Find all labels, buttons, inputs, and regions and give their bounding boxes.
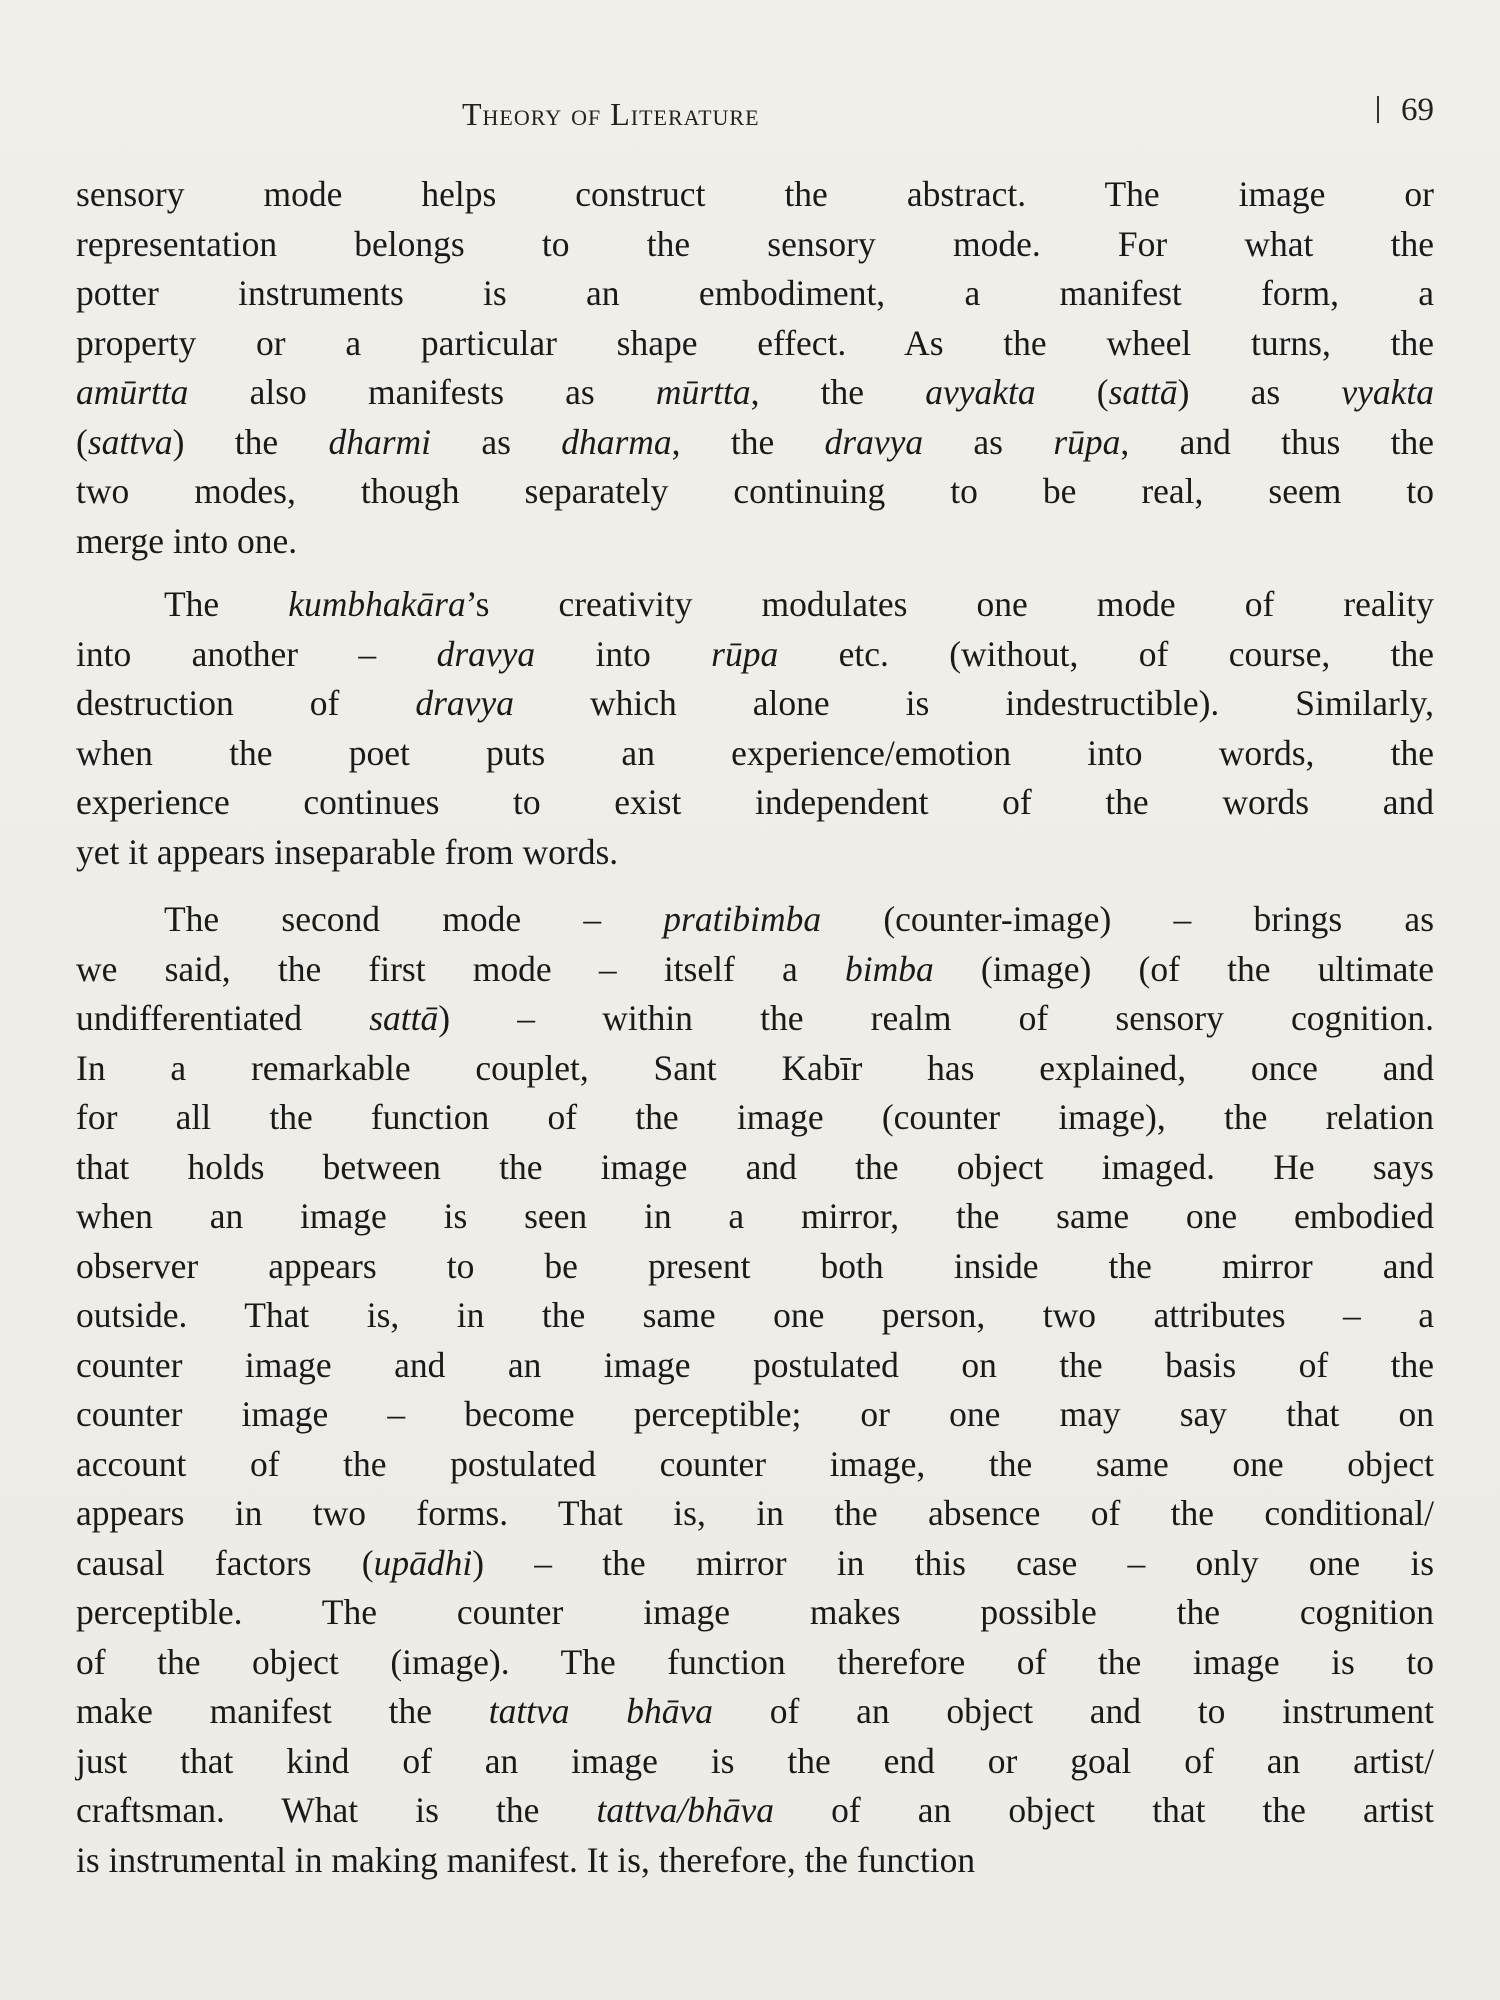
paragraph-3 — [76, 895, 1434, 1885]
text-run: outside. That is, in the same one person, two attributes – a — [76, 1295, 1434, 1335]
italic-term: rūpa — [711, 633, 779, 674]
text-run: just that kind of an image is the end or goal of an artist/ — [76, 1740, 1434, 1781]
text-run: ) – the mirror in this case – only one is — [472, 1542, 1435, 1583]
text-run: is instrumental in making manifest. It is, therefore, the function — [76, 1839, 976, 1880]
text-run: ( — [1035, 372, 1109, 412]
running-title: Theory of Literature — [462, 96, 760, 132]
text-run: craftsman. What is the — [76, 1790, 597, 1830]
text-line — [76, 418, 1434, 468]
text-run: The second mode – — [164, 899, 664, 939]
text-run: we said, the first mode – itself a — [76, 948, 845, 989]
text-run: In a remarkable couplet, Sant Kabīr has explained, once and — [76, 1047, 1434, 1088]
text-run: etc. (without, of course, the — [778, 633, 1434, 674]
text-line — [76, 1341, 1434, 1391]
text-run: ( — [76, 421, 88, 462]
text-run: (counter-image) – brings as — [821, 899, 1435, 939]
text-run: ) the — [172, 421, 329, 462]
text-run: of the object (image). The function therefore of the image is to — [76, 1641, 1434, 1682]
italic-term: sattā — [369, 998, 439, 1038]
text-run: undifferentiated — [76, 998, 370, 1038]
italic-term: tattva/bhāva — [596, 1790, 774, 1830]
text-run: , and thus the — [1120, 421, 1434, 462]
text-run: of an object that the artist — [773, 1790, 1434, 1830]
text-run: into another – — [76, 633, 437, 674]
italic-term: rūpa — [1053, 421, 1121, 462]
text-line — [76, 1588, 1434, 1638]
italic-term: sattva — [87, 421, 173, 462]
text-run: representation belongs to the sensory mode. For what the — [76, 223, 1434, 264]
text-line — [76, 517, 1434, 567]
text-run: ) – within the realm of sensory cognition. — [438, 998, 1434, 1038]
text-run: causal factors ( — [76, 1542, 374, 1583]
text-line — [76, 679, 1434, 729]
text-run: make manifest the — [76, 1691, 489, 1731]
text-run: into — [535, 633, 712, 674]
page-header — [0, 92, 1500, 142]
paragraph-2 — [76, 580, 1434, 877]
text-run: appears in two forms. That is, in the absence of the conditional/ — [76, 1493, 1434, 1533]
text-line — [76, 467, 1434, 517]
text-run: when the poet puts an experience/emotion into words, the — [76, 732, 1434, 773]
text-run: also manifests as — [188, 372, 656, 412]
text-run: The — [164, 584, 289, 624]
text-line — [76, 1291, 1434, 1341]
text-run: two modes, though separately continuing to be real, seem to — [76, 471, 1434, 511]
text-line — [76, 994, 1434, 1044]
italic-term: avyakta — [925, 372, 1036, 412]
text-line — [76, 1440, 1434, 1490]
italic-term: tattva bhāva — [488, 1691, 714, 1731]
text-run: destruction of — [76, 683, 416, 723]
italic-term: mūrtta — [655, 372, 751, 412]
text-run: when an image is seen in a mirror, the same one embodied — [76, 1196, 1434, 1236]
text-run: , the — [750, 372, 926, 412]
text-run: account of the postulated counter image, the same one object — [76, 1443, 1434, 1484]
text-run: merge into one. — [76, 520, 298, 561]
text-line — [76, 1489, 1434, 1539]
italic-term: vyakta — [1341, 372, 1434, 412]
text-line — [76, 778, 1434, 828]
italic-term: pratibimba — [663, 899, 822, 939]
paragraph-1 — [76, 170, 1434, 566]
text-line — [76, 1737, 1434, 1787]
header-divider — [1377, 96, 1379, 123]
text-run: as — [923, 421, 1054, 462]
italic-term: bimba — [844, 948, 934, 989]
text-run: (image) (of the ultimate — [933, 948, 1434, 989]
text-line — [76, 945, 1434, 995]
text-run: ’s creativity modulates one mode of reality — [465, 584, 1434, 624]
text-run: yet it appears inseparable from words. — [76, 831, 619, 872]
text-line — [76, 729, 1434, 779]
text-run: of an object and to instrument — [713, 1691, 1434, 1731]
text-line — [76, 895, 1434, 945]
italic-term: upādhi — [373, 1542, 473, 1583]
text-line — [76, 1539, 1434, 1589]
text-line — [76, 828, 1434, 878]
text-line — [76, 1192, 1434, 1242]
text-run: experience continues to exist independent of the words and — [76, 782, 1434, 822]
text-line — [76, 1836, 1434, 1886]
text-run: as — [431, 421, 562, 462]
italic-term: kumbhakāra — [288, 584, 466, 624]
text-run: which alone is indestructible). Similarly, — [513, 683, 1435, 723]
text-line — [76, 630, 1434, 680]
text-run: perceptible. The counter image makes possible the cognition — [76, 1592, 1434, 1632]
text-line — [76, 170, 1434, 220]
text-run: that holds between the image and the object imaged. He says — [76, 1146, 1434, 1187]
text-run: observer appears to be present both inside the mirror and — [76, 1245, 1434, 1286]
text-line — [76, 1093, 1434, 1143]
italic-term: amūrtta — [76, 372, 189, 412]
text-line — [76, 1687, 1434, 1737]
text-line — [76, 1390, 1434, 1440]
text-run: property or a particular shape effect. As the wheel turns, the — [76, 322, 1434, 363]
text-line — [76, 1044, 1434, 1094]
italic-term: dravya — [436, 633, 536, 674]
text-line — [76, 269, 1434, 319]
text-run: , the — [671, 421, 825, 462]
italic-term: dravya — [824, 421, 924, 462]
italic-term: dharma — [561, 421, 672, 462]
page-number: 69 — [1401, 92, 1434, 128]
text-run: counter image and an image postulated on the basis of the — [76, 1344, 1434, 1385]
text-line — [76, 1143, 1434, 1193]
text-line — [76, 1786, 1434, 1836]
page-number-container — [1377, 92, 1434, 129]
text-line — [76, 1242, 1434, 1292]
text-line — [76, 220, 1434, 270]
text-run: potter instruments is an embodiment, a manifest form, a — [76, 273, 1434, 313]
text-run: for all the function of the image (counter image), the relation — [76, 1097, 1434, 1137]
text-line — [76, 319, 1434, 369]
text-line — [76, 1638, 1434, 1688]
text-run: ) as — [1177, 372, 1342, 412]
text-run: counter image – become perceptible; or one may say that on — [76, 1394, 1434, 1434]
text-line — [76, 368, 1434, 418]
body-text — [76, 170, 1434, 1885]
text-line — [76, 580, 1434, 630]
italic-term: dharmi — [328, 421, 432, 462]
italic-term: sattā — [1108, 372, 1178, 412]
text-run: sensory mode helps construct the abstract. The image or — [76, 174, 1434, 214]
italic-term: dravya — [415, 683, 514, 723]
